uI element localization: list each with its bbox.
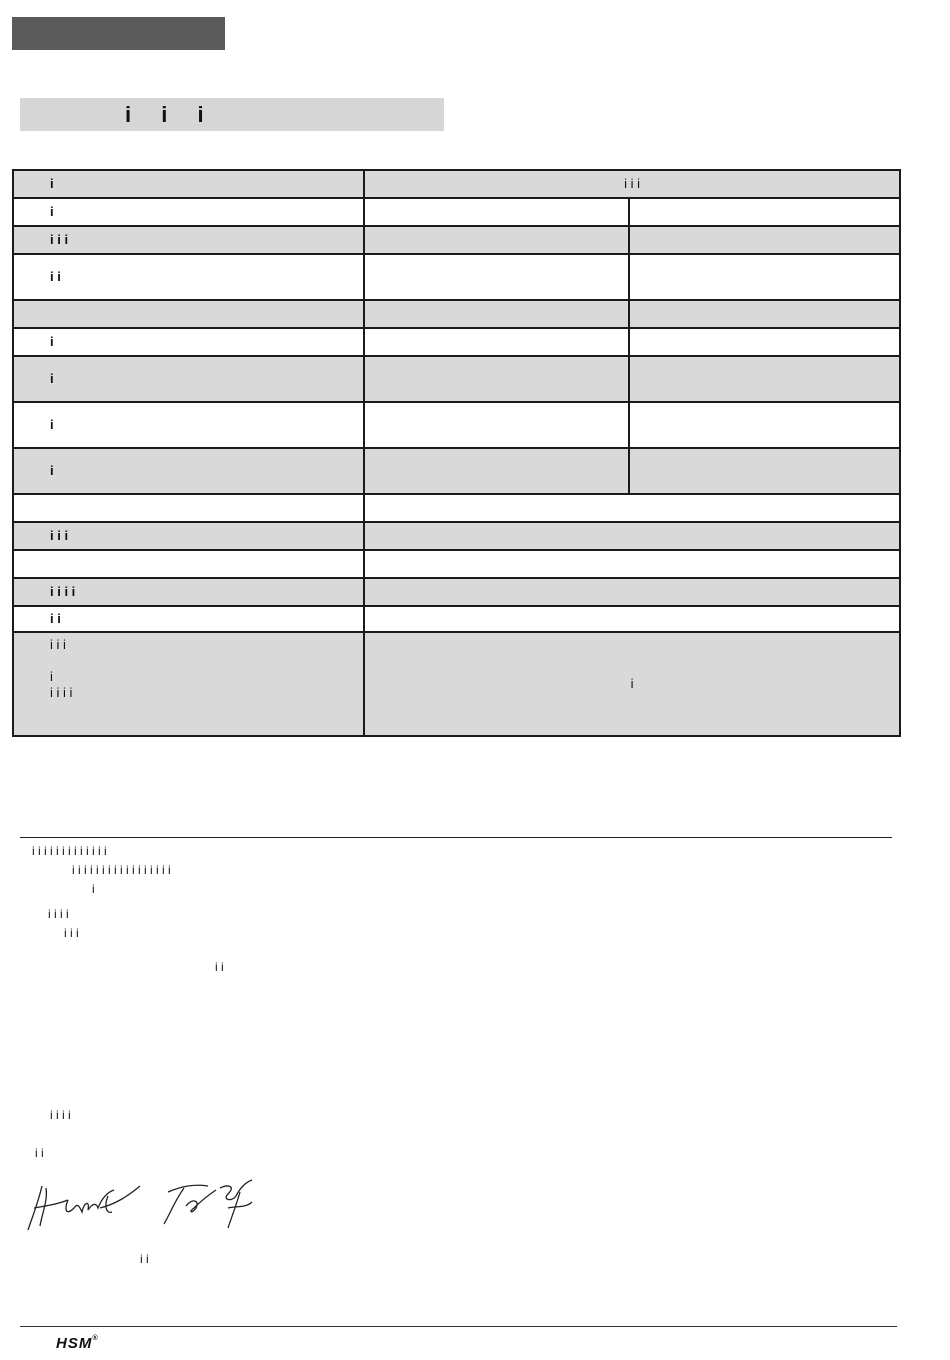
- row-value-b: [629, 226, 900, 254]
- row-label: [13, 300, 364, 328]
- row-value-a: [364, 300, 629, 328]
- table-row: [13, 494, 900, 522]
- row-label: [13, 494, 364, 522]
- row-label: i: [13, 328, 364, 356]
- row-value-b: [629, 254, 900, 300]
- decl-line: i i i: [64, 926, 79, 940]
- row-value: i: [364, 632, 900, 736]
- row-label: i: [13, 170, 364, 198]
- place-line: i i i i: [50, 1108, 71, 1122]
- table-row: [13, 300, 900, 328]
- row-value-a: [364, 226, 629, 254]
- table-row: [13, 606, 900, 632]
- decl-line: i i i i: [48, 907, 69, 921]
- row-value-a: [364, 254, 629, 300]
- row-value-b: [629, 300, 900, 328]
- hsm-logo: [56, 1335, 99, 1352]
- date-line: i i: [35, 1146, 44, 1160]
- row-value-a: [364, 448, 629, 494]
- decl-line: i i: [215, 960, 224, 974]
- row-label: i: [13, 356, 364, 402]
- logo-mark: ®: [92, 1335, 99, 1342]
- decl-line: i i i i i i i i i i i i i i i i i: [72, 863, 171, 877]
- logo-text: HSM: [56, 1335, 93, 1352]
- table-row: [13, 356, 900, 402]
- table-row: [13, 254, 900, 300]
- table-row: [13, 170, 900, 198]
- row-value-b: [629, 448, 900, 494]
- declaration-rule: [20, 837, 892, 838]
- row-label: i i: [13, 606, 364, 632]
- row-label: i: [13, 198, 364, 226]
- decl-line: i i i i i i i i i i i i i: [32, 844, 107, 858]
- row-value-b: [629, 198, 900, 226]
- table-row: [13, 632, 900, 736]
- table-row: [13, 522, 900, 550]
- row-value: [364, 494, 900, 522]
- row-value: [364, 550, 900, 578]
- table-row: [13, 448, 900, 494]
- signer-line: i i: [140, 1252, 149, 1266]
- table-row: [13, 226, 900, 254]
- header-bar: [12, 17, 225, 50]
- row-value-a: [364, 198, 629, 226]
- row-value: [364, 578, 900, 606]
- row-label: i: [13, 402, 364, 448]
- row-value-b: [629, 402, 900, 448]
- row-value: [364, 606, 900, 632]
- row-value-a: [364, 402, 629, 448]
- table-row: [13, 550, 900, 578]
- table-row: [13, 578, 900, 606]
- declaration-text: [32, 842, 892, 899]
- spec-table: [12, 169, 901, 737]
- row-label: i i i: [13, 522, 364, 550]
- table-row: [13, 198, 900, 226]
- row-value-b: [629, 328, 900, 356]
- table-row: [13, 328, 900, 356]
- table-row: [13, 402, 900, 448]
- decl-line: i: [92, 882, 95, 896]
- row-label: i i i i i i i i: [13, 632, 364, 736]
- row-value-b: [629, 356, 900, 402]
- declaration-para-2: [48, 905, 908, 943]
- row-label: i i i: [13, 226, 364, 254]
- row-label: i: [13, 448, 364, 494]
- row-label: i i i i: [13, 578, 364, 606]
- row-label: [13, 550, 364, 578]
- row-value-a: [364, 356, 629, 402]
- signature: [24, 1178, 274, 1238]
- footer-rule: [20, 1326, 897, 1327]
- declaration-para-3: [215, 958, 950, 977]
- row-value: [364, 522, 900, 550]
- row-value: i i i: [364, 170, 900, 198]
- section-title: i i i: [20, 98, 444, 131]
- row-value-a: [364, 328, 629, 356]
- row-label: i i: [13, 254, 364, 300]
